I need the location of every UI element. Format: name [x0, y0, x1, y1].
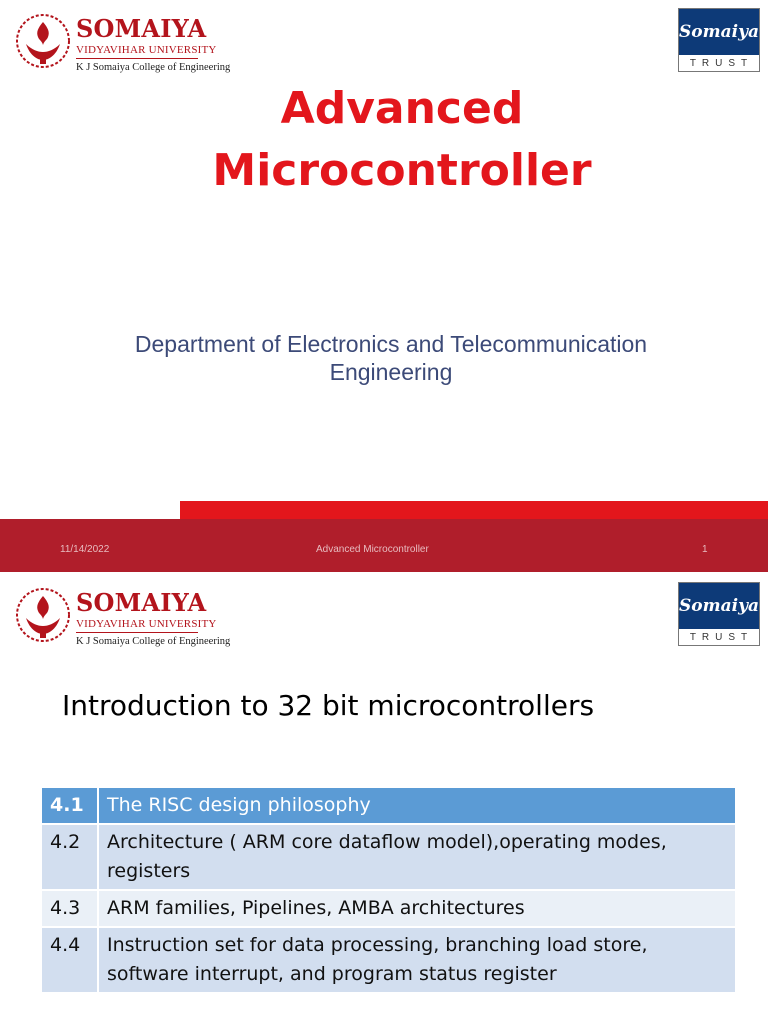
slide-title	[0, 78, 768, 202]
topic-text: The RISC design philosophy	[98, 787, 736, 824]
footer-date: 11/14/2022	[60, 544, 110, 555]
somaiya-university-logo	[10, 8, 252, 78]
table-row	[41, 824, 736, 890]
somaiya-university-logo	[10, 582, 252, 652]
department-line2: Engineering	[329, 359, 453, 385]
somaiya-trust-logo	[678, 582, 760, 646]
college-name: K J Somaiya College of Engineering	[76, 636, 231, 647]
logo-divider	[76, 58, 198, 59]
topic-number: 4.4	[41, 927, 98, 993]
table-row	[41, 890, 736, 927]
department-name	[0, 330, 768, 386]
somaiya-emblem-icon	[14, 12, 72, 74]
university-name: SOMAIYA	[76, 588, 207, 617]
table-row	[41, 787, 736, 824]
topic-number: 4.2	[41, 824, 98, 890]
slide-title-line1: Advanced	[280, 83, 524, 134]
department-line1: Department of Electronics and Telecommunication	[134, 331, 648, 357]
topic-text: Instruction set for data processing, branching load store, software interrupt, and program status register	[98, 927, 736, 993]
trust-label: TRUST	[689, 58, 754, 69]
footer-title: Advanced Microcontroller	[316, 544, 429, 555]
table-row	[41, 927, 736, 993]
trust-label: TRUST	[689, 632, 754, 643]
footer-page-number: 1	[702, 544, 708, 555]
logo-divider	[76, 632, 198, 633]
topic-number: 4.3	[41, 890, 98, 927]
university-name: SOMAIYA	[76, 14, 207, 43]
topic-number: 4.1	[41, 787, 98, 824]
trust-name: Somaiya	[679, 9, 759, 55]
introduction-slide	[0, 574, 768, 1024]
somaiya-emblem-icon	[14, 586, 72, 648]
topics-table	[40, 786, 737, 994]
somaiya-trust-logo	[678, 8, 760, 72]
topic-text: ARM families, Pipelines, AMBA architectures	[98, 890, 736, 927]
slide-title-line2: Microcontroller	[212, 145, 592, 196]
college-name: K J Somaiya College of Engineering	[76, 62, 231, 73]
university-subtitle: VIDYAVIHAR UNIVERSITY	[76, 618, 217, 630]
trust-name: Somaiya	[679, 583, 759, 629]
university-subtitle: VIDYAVIHAR UNIVERSITY	[76, 44, 217, 56]
introduction-title: Introduction to 32 bit microcontrollers	[62, 689, 595, 722]
accent-bar	[180, 501, 768, 519]
topic-text: Architecture ( ARM core dataflow model),operating modes, registers	[98, 824, 736, 890]
